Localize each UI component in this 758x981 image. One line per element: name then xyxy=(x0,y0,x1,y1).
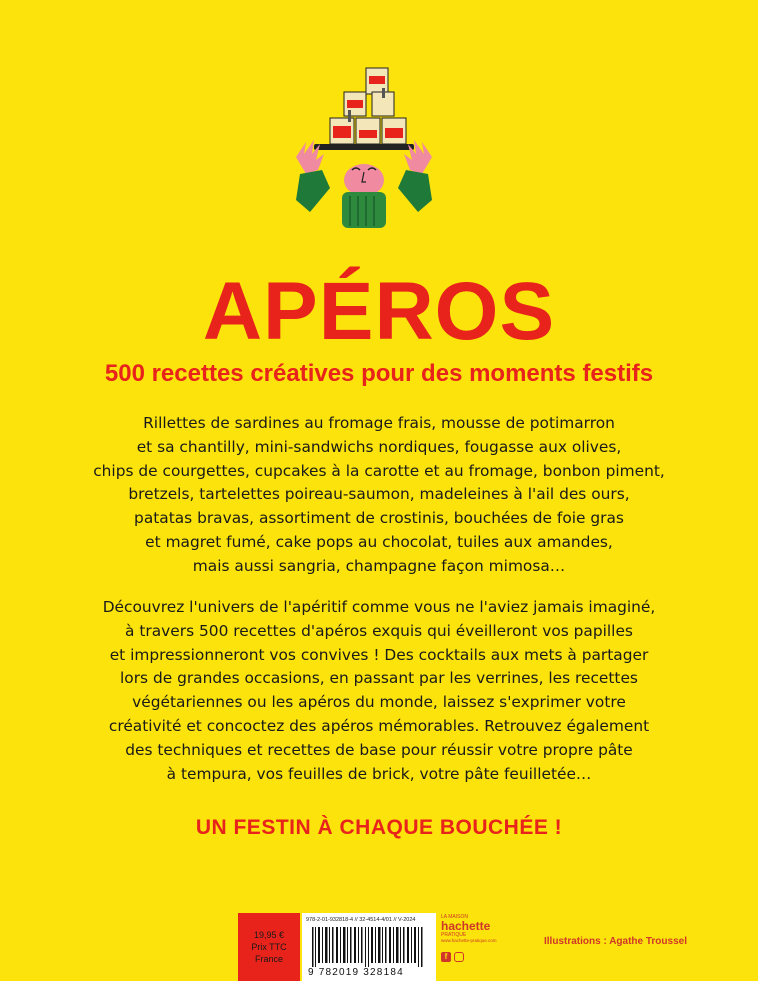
barcode xyxy=(302,913,436,981)
waiter-illustration xyxy=(284,62,444,242)
glasses-stack-icon xyxy=(330,68,406,144)
publisher-name: hachette xyxy=(441,919,491,933)
text-line: bretzels, tartelettes poireau-saumon, madeleines à l'ail des ours, xyxy=(128,485,630,504)
text-line: et sa chantilly, mini-sandwichs nordiques, fougasse aux olives, xyxy=(136,437,622,456)
book-title: APÉROS xyxy=(202,266,556,357)
left-sleeve-icon xyxy=(296,170,330,212)
price-amount: 19,95 € xyxy=(253,930,285,940)
book-subtitle: 500 recettes créatives pour des moments festifs xyxy=(104,360,654,387)
publisher-logo xyxy=(441,914,497,943)
text-line: et magret fumé, cake pops au chocolat, tuiles aux amandes, xyxy=(145,532,613,551)
text-line: et impressionneront vos convives ! Des cocktails aux mets à partager xyxy=(109,645,649,664)
text-line: patatas bravas, assortiment de crostinis, bouchées de foie gras xyxy=(134,509,624,528)
barcode-icon xyxy=(312,927,428,967)
price-country: France xyxy=(254,954,283,964)
instagram-icon[interactable] xyxy=(454,952,464,962)
recipe-list-paragraph xyxy=(40,412,718,579)
isbn-reference: 978-2-01-932818-4 // 32-4514-4/01 // V-2024 xyxy=(306,917,416,923)
tagline: UN FESTIN À CHAQUE BOUCHÉE ! xyxy=(195,816,563,839)
tray-icon xyxy=(314,144,414,150)
facebook-icon[interactable]: f xyxy=(441,952,451,962)
right-sleeve-icon xyxy=(398,170,432,212)
social-icons xyxy=(441,952,464,962)
text-line: créativité et concoctez des apéros mémorables. Retrouvez également xyxy=(108,716,650,735)
face-icon xyxy=(344,164,384,196)
publisher-line1: LA MAISON xyxy=(441,914,468,920)
sweater-icon xyxy=(342,192,386,228)
text-line: à tempura, vos feuilles de brick, votre pâte feuilletée… xyxy=(166,764,592,783)
illustration-credits: Illustrations : Agathe Troussel xyxy=(544,936,687,947)
text-line: lors de grandes occasions, en passant par les verrines, les recettes xyxy=(120,669,638,688)
text-line: à travers 500 recettes d'apéros exquis qui éveilleront vos papilles xyxy=(125,621,633,640)
text-line: des techniques et recettes de base pour réussir votre propre pâte xyxy=(125,740,633,759)
isbn-number: 9 782019 328184 xyxy=(308,967,404,978)
description-paragraph xyxy=(40,596,718,786)
price-box xyxy=(238,913,300,981)
text-line: mais aussi sangria, champagne façon mimosa… xyxy=(192,556,566,575)
publisher-url: www.hachette-pratique.com xyxy=(441,938,497,943)
publisher-line2: PRATIQUE xyxy=(441,932,467,938)
text-line: Rillettes de sardines au fromage frais, mousse de potimarron xyxy=(143,414,615,432)
text-line: chips de courgettes, cupcakes à la carotte et au fromage, bonbon piment, xyxy=(93,461,665,480)
text-line: végétariennes ou les apéros du monde, laissez s'exprimer votre xyxy=(132,693,626,712)
price-label: Prix TTC xyxy=(251,942,287,952)
text-line: Découvrez l'univers de l'apéritif comme vous ne l'aviez jamais imaginé, xyxy=(102,598,656,616)
